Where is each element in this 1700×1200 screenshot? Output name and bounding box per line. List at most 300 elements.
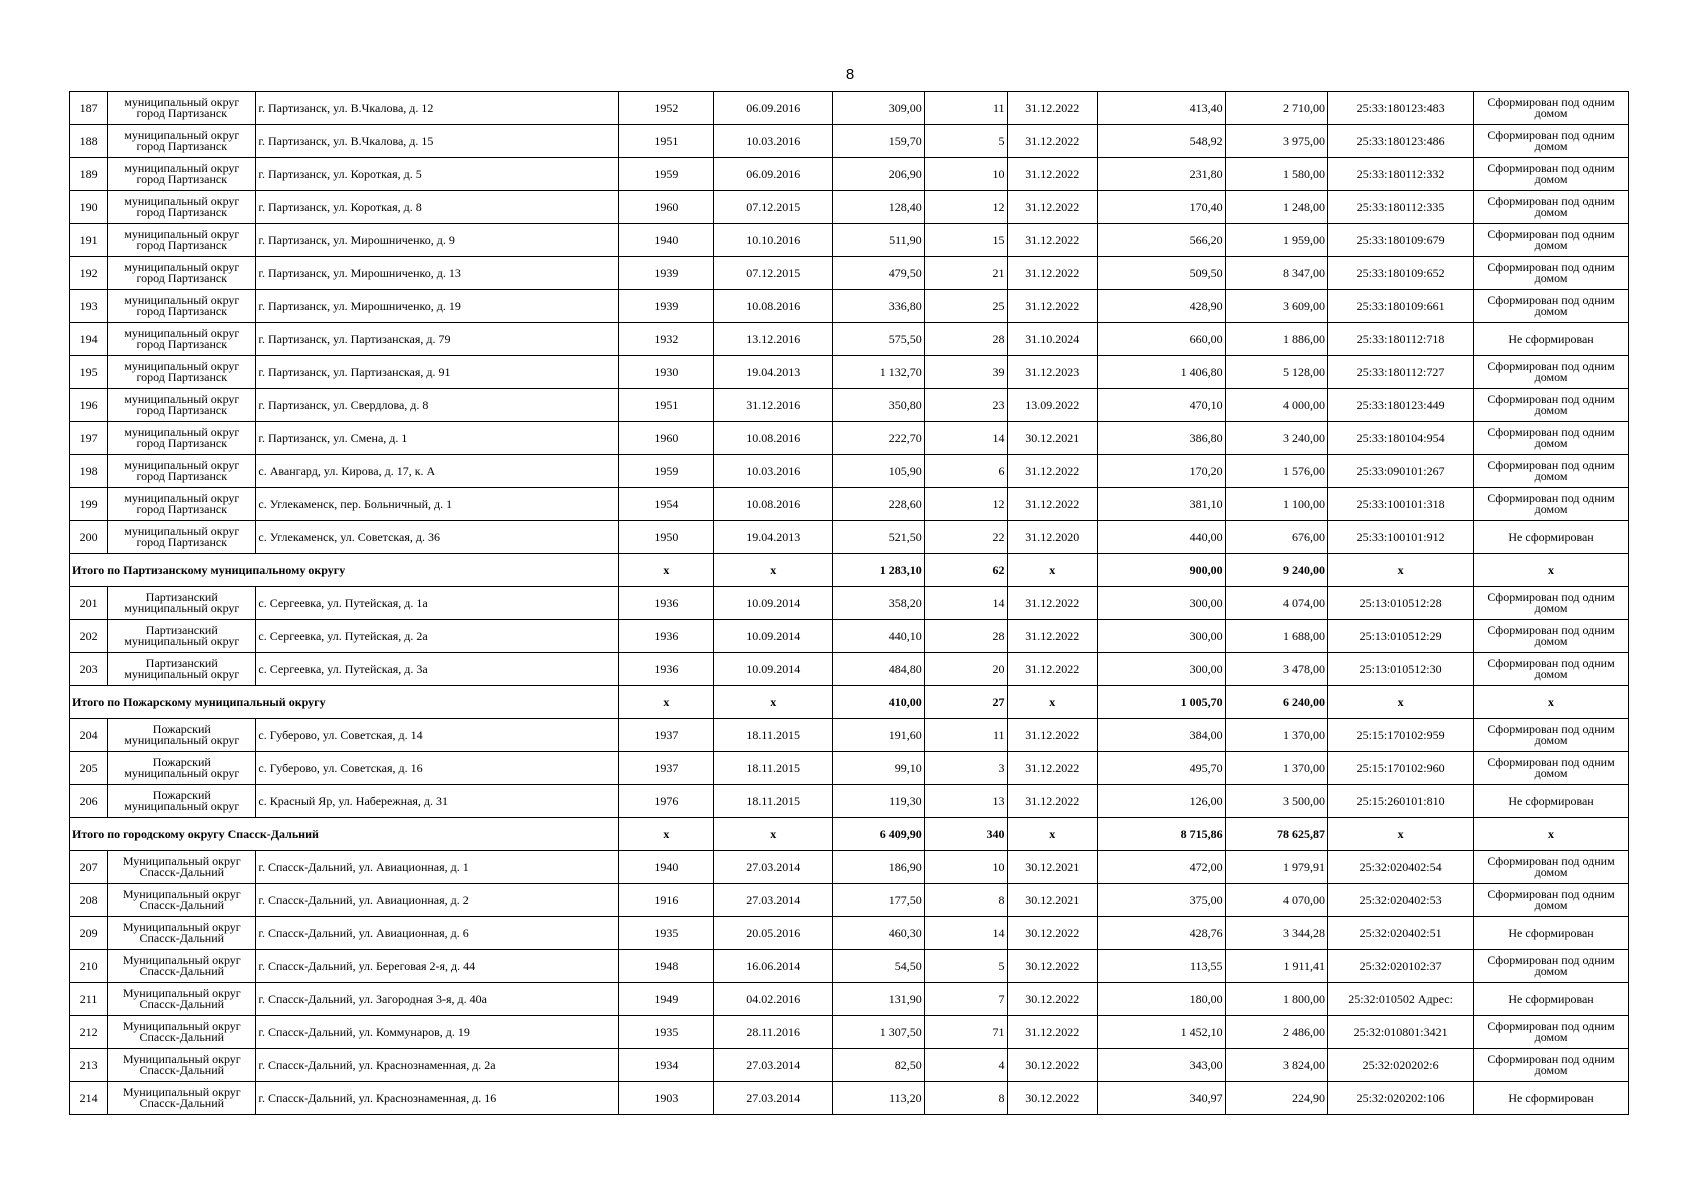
residents-cell: 20 (924, 653, 1007, 686)
cost-cell: 1 959,00 (1225, 224, 1327, 257)
address-cell: г. Партизанск, ул. Мирошниченко, д. 9 (256, 224, 619, 257)
row-number-cell: 202 (70, 620, 108, 653)
total-residents: 27 (924, 686, 1007, 719)
planned-area-cell: 180,00 (1098, 983, 1226, 1016)
table-row (70, 950, 1629, 983)
area-cell: 99,10 (833, 752, 925, 785)
area-cell: 119,30 (833, 785, 925, 818)
area-cell: 191,60 (833, 719, 925, 752)
residents-cell: 22 (924, 521, 1007, 554)
table-row (70, 290, 1629, 323)
cost-cell: 1 248,00 (1225, 191, 1327, 224)
year-built-cell: 1959 (619, 455, 714, 488)
land-status-cell: Сформирован под одним домом (1474, 620, 1629, 653)
total-cost: 9 240,00 (1225, 554, 1327, 587)
area-cell: 177,50 (833, 884, 925, 917)
table-row (70, 125, 1629, 158)
residents-cell: 14 (924, 422, 1007, 455)
address-cell: с. Авангард, ул. Кирова, д. 17, к. А (256, 455, 619, 488)
row-number-cell: 212 (70, 1016, 108, 1049)
residents-cell: 3 (924, 752, 1007, 785)
residents-cell: 11 (924, 719, 1007, 752)
total-deadline: x (1007, 686, 1097, 719)
page-number: 8 (845, 66, 855, 83)
land-status-cell: Сформирован под одним домом (1474, 389, 1629, 422)
row-number-cell: 192 (70, 257, 108, 290)
year-built-cell: 1960 (619, 191, 714, 224)
inspection-date-cell: 27.03.2014 (714, 1049, 833, 1082)
year-built-cell: 1976 (619, 785, 714, 818)
land-status-cell: Сформирован под одним домом (1474, 587, 1629, 620)
area-cell: 440,10 (833, 620, 925, 653)
total-planned-area: 900,00 (1098, 554, 1226, 587)
total-residents: 340 (924, 818, 1007, 851)
area-cell: 350,80 (833, 389, 925, 422)
total-planned-area: 8 715,86 (1098, 818, 1226, 851)
planned-area-cell: 440,00 (1098, 521, 1226, 554)
address-cell: с. Углекаменск, ул. Советская, д. 36 (256, 521, 619, 554)
total-row (70, 554, 1629, 587)
year-built-cell: 1959 (619, 158, 714, 191)
address-cell: г. Партизанск, ул. Короткая, д. 8 (256, 191, 619, 224)
inspection-date-cell: 18.11.2015 (714, 719, 833, 752)
land-status-cell: Не сформирован (1474, 785, 1629, 818)
inspection-date-cell: 10.09.2014 (714, 620, 833, 653)
cadastral-number-cell: 25:15:260101:810 (1328, 785, 1474, 818)
cost-cell: 3 478,00 (1225, 653, 1327, 686)
deadline-cell: 31.12.2022 (1007, 785, 1097, 818)
area-cell: 54,50 (833, 950, 925, 983)
land-status-cell: Сформирован под одним домом (1474, 950, 1629, 983)
land-status-cell: Сформирован под одним домом (1474, 851, 1629, 884)
land-status-cell: Не сформирован (1474, 1082, 1629, 1115)
deadline-cell: 31.12.2022 (1007, 653, 1097, 686)
address-cell: с. Сергеевка, ул. Путейская, д. 3а (256, 653, 619, 686)
residents-cell: 14 (924, 917, 1007, 950)
row-number-cell: 188 (70, 125, 108, 158)
table-row (70, 92, 1629, 125)
year-built-cell: 1937 (619, 719, 714, 752)
row-number-cell: 187 (70, 92, 108, 125)
land-status-cell: Сформирован под одним домом (1474, 125, 1629, 158)
cost-cell: 3 609,00 (1225, 290, 1327, 323)
cost-cell: 1 688,00 (1225, 620, 1327, 653)
cadastral-number-cell: 25:32:020202:6 (1328, 1049, 1474, 1082)
land-status-cell: Сформирован под одним домом (1474, 224, 1629, 257)
deadline-cell: 31.12.2022 (1007, 719, 1097, 752)
cadastral-number-cell: 25:33:100101:318 (1328, 488, 1474, 521)
table-row (70, 983, 1629, 1016)
municipality-cell: муниципальный округ город Партизанск (108, 158, 256, 191)
land-status-cell: Не сформирован (1474, 983, 1629, 1016)
deadline-cell: 31.12.2022 (1007, 1016, 1097, 1049)
residents-cell: 23 (924, 389, 1007, 422)
area-cell: 206,90 (833, 158, 925, 191)
land-status-cell: Сформирован под одним домом (1474, 191, 1629, 224)
table-row (70, 719, 1629, 752)
planned-area-cell: 300,00 (1098, 653, 1226, 686)
planned-area-cell: 170,20 (1098, 455, 1226, 488)
address-cell: с. Красный Яр, ул. Набережная, д. 31 (256, 785, 619, 818)
planned-area-cell: 413,40 (1098, 92, 1226, 125)
cost-cell: 3 344,28 (1225, 917, 1327, 950)
year-built-cell: 1950 (619, 521, 714, 554)
total-row (70, 686, 1629, 719)
land-status-cell: Сформирован под одним домом (1474, 719, 1629, 752)
inspection-date-cell: 18.11.2015 (714, 752, 833, 785)
residents-cell: 12 (924, 191, 1007, 224)
address-cell: с. Сергеевка, ул. Путейская, д. 2а (256, 620, 619, 653)
address-cell: г. Спасск-Дальний, ул. Авиационная, д. 6 (256, 917, 619, 950)
municipality-cell: Муниципальный округ Спасск-Дальний (108, 917, 256, 950)
cadastral-number-cell: 25:33:100101:912 (1328, 521, 1474, 554)
row-number-cell: 213 (70, 1049, 108, 1082)
row-number-cell: 208 (70, 884, 108, 917)
year-built-cell: 1951 (619, 125, 714, 158)
planned-area-cell: 470,10 (1098, 389, 1226, 422)
residents-cell: 7 (924, 983, 1007, 1016)
municipality-cell: муниципальный округ город Партизанск (108, 125, 256, 158)
cost-cell: 1 886,00 (1225, 323, 1327, 356)
year-built-cell: 1949 (619, 983, 714, 1016)
inspection-date-cell: 10.09.2014 (714, 587, 833, 620)
cost-cell: 1 800,00 (1225, 983, 1327, 1016)
inspection-date-cell: 04.02.2016 (714, 983, 833, 1016)
deadline-cell: 31.12.2020 (1007, 521, 1097, 554)
residents-cell: 15 (924, 224, 1007, 257)
inspection-date-cell: 07.12.2015 (714, 257, 833, 290)
cadastral-number-cell: 25:32:020202:106 (1328, 1082, 1474, 1115)
address-cell: с. Углекаменск, пер. Больничный, д. 1 (256, 488, 619, 521)
row-number-cell: 205 (70, 752, 108, 785)
deadline-cell: 31.12.2022 (1007, 224, 1097, 257)
cost-cell: 1 580,00 (1225, 158, 1327, 191)
row-number-cell: 189 (70, 158, 108, 191)
total-land-status: x (1474, 686, 1629, 719)
area-cell: 159,70 (833, 125, 925, 158)
address-cell: г. Спасск-Дальний, ул. Авиационная, д. 2 (256, 884, 619, 917)
land-status-cell: Сформирован под одним домом (1474, 884, 1629, 917)
row-number-cell: 210 (70, 950, 108, 983)
residents-cell: 28 (924, 620, 1007, 653)
cadastral-number-cell: 25:33:180109:679 (1328, 224, 1474, 257)
inspection-date-cell: 18.11.2015 (714, 785, 833, 818)
municipality-cell: муниципальный округ город Партизанск (108, 356, 256, 389)
cost-cell: 4 074,00 (1225, 587, 1327, 620)
deadline-cell: 30.12.2021 (1007, 884, 1097, 917)
year-built-cell: 1960 (619, 422, 714, 455)
residents-cell: 10 (924, 158, 1007, 191)
deadline-cell: 31.12.2022 (1007, 257, 1097, 290)
municipality-cell: муниципальный округ город Партизанск (108, 455, 256, 488)
land-status-cell: Сформирован под одним домом (1474, 290, 1629, 323)
housing-table (69, 91, 1629, 1115)
address-cell: г. Партизанск, ул. В.Чкалова, д. 12 (256, 92, 619, 125)
inspection-date-cell: 10.10.2016 (714, 224, 833, 257)
cadastral-number-cell: 25:32:010502 Адрес: (1328, 983, 1474, 1016)
cadastral-number-cell: 25:33:180109:661 (1328, 290, 1474, 323)
row-number-cell: 196 (70, 389, 108, 422)
area-cell: 511,90 (833, 224, 925, 257)
table-row (70, 158, 1629, 191)
inspection-date-cell: 19.04.2013 (714, 521, 833, 554)
total-inspection-date: x (714, 818, 833, 851)
year-built-cell: 1940 (619, 851, 714, 884)
planned-area-cell: 340,97 (1098, 1082, 1226, 1115)
year-built-cell: 1936 (619, 653, 714, 686)
table-row (70, 1049, 1629, 1082)
municipality-cell: муниципальный округ город Партизанск (108, 422, 256, 455)
cadastral-number-cell: 25:15:170102:960 (1328, 752, 1474, 785)
deadline-cell: 30.12.2022 (1007, 1049, 1097, 1082)
area-cell: 128,40 (833, 191, 925, 224)
planned-area-cell: 384,00 (1098, 719, 1226, 752)
cost-cell: 8 347,00 (1225, 257, 1327, 290)
row-number-cell: 200 (70, 521, 108, 554)
inspection-date-cell: 06.09.2016 (714, 92, 833, 125)
area-cell: 484,80 (833, 653, 925, 686)
table-row (70, 785, 1629, 818)
year-built-cell: 1954 (619, 488, 714, 521)
residents-cell: 6 (924, 455, 1007, 488)
year-built-cell: 1936 (619, 620, 714, 653)
deadline-cell: 31.12.2022 (1007, 587, 1097, 620)
inspection-date-cell: 06.09.2016 (714, 158, 833, 191)
municipality-cell: муниципальный округ город Партизанск (108, 389, 256, 422)
planned-area-cell: 1 452,10 (1098, 1016, 1226, 1049)
planned-area-cell: 300,00 (1098, 587, 1226, 620)
row-number-cell: 190 (70, 191, 108, 224)
municipality-cell: муниципальный округ город Партизанск (108, 92, 256, 125)
row-number-cell: 214 (70, 1082, 108, 1115)
cost-cell: 2 486,00 (1225, 1016, 1327, 1049)
cadastral-number-cell: 25:32:020102:37 (1328, 950, 1474, 983)
inspection-date-cell: 27.03.2014 (714, 851, 833, 884)
table-row (70, 884, 1629, 917)
table-row (70, 1016, 1629, 1049)
total-cost: 78 625,87 (1225, 818, 1327, 851)
table-body (70, 92, 1629, 1115)
planned-area-cell: 548,92 (1098, 125, 1226, 158)
total-area: 410,00 (833, 686, 925, 719)
residents-cell: 12 (924, 488, 1007, 521)
deadline-cell: 13.09.2022 (1007, 389, 1097, 422)
row-number-cell: 201 (70, 587, 108, 620)
cadastral-number-cell: 25:33:180123:449 (1328, 389, 1474, 422)
year-built-cell: 1939 (619, 257, 714, 290)
cost-cell: 5 128,00 (1225, 356, 1327, 389)
land-status-cell: Сформирован под одним домом (1474, 455, 1629, 488)
area-cell: 479,50 (833, 257, 925, 290)
year-built-cell: 1934 (619, 1049, 714, 1082)
deadline-cell: 30.12.2022 (1007, 1082, 1097, 1115)
cadastral-number-cell: 25:33:180112:335 (1328, 191, 1474, 224)
inspection-date-cell: 10.09.2014 (714, 653, 833, 686)
deadline-cell: 30.12.2022 (1007, 917, 1097, 950)
address-cell: г. Партизанск, ул. В.Чкалова, д. 15 (256, 125, 619, 158)
deadline-cell: 30.12.2021 (1007, 422, 1097, 455)
area-cell: 222,70 (833, 422, 925, 455)
address-cell: г. Партизанск, ул. Партизанская, д. 91 (256, 356, 619, 389)
cost-cell: 2 710,00 (1225, 92, 1327, 125)
table-row (70, 389, 1629, 422)
cost-cell: 1 979,91 (1225, 851, 1327, 884)
land-status-cell: Не сформирован (1474, 917, 1629, 950)
address-cell: г. Партизанск, ул. Партизанская, д. 79 (256, 323, 619, 356)
table-row (70, 422, 1629, 455)
residents-cell: 13 (924, 785, 1007, 818)
year-built-cell: 1937 (619, 752, 714, 785)
residents-cell: 5 (924, 950, 1007, 983)
row-number-cell: 207 (70, 851, 108, 884)
municipality-cell: Муниципальный округ Спасск-Дальний (108, 884, 256, 917)
planned-area-cell: 343,00 (1098, 1049, 1226, 1082)
table-row (70, 455, 1629, 488)
cadastral-number-cell: 25:33:090101:267 (1328, 455, 1474, 488)
area-cell: 521,50 (833, 521, 925, 554)
residents-cell: 8 (924, 884, 1007, 917)
year-built-cell: 1948 (619, 950, 714, 983)
land-status-cell: Сформирован под одним домом (1474, 488, 1629, 521)
row-number-cell: 191 (70, 224, 108, 257)
inspection-date-cell: 07.12.2015 (714, 191, 833, 224)
cost-cell: 1 370,00 (1225, 719, 1327, 752)
address-cell: г. Спасск-Дальний, ул. Краснознаменная, д. 2а (256, 1049, 619, 1082)
municipality-cell: муниципальный округ город Партизанск (108, 191, 256, 224)
municipality-cell: Муниципальный округ Спасск-Дальний (108, 1016, 256, 1049)
residents-cell: 28 (924, 323, 1007, 356)
planned-area-cell: 126,00 (1098, 785, 1226, 818)
residents-cell: 71 (924, 1016, 1007, 1049)
deadline-cell: 30.12.2022 (1007, 950, 1097, 983)
cadastral-number-cell: 25:33:180123:486 (1328, 125, 1474, 158)
address-cell: с. Губерово, ул. Советская, д. 14 (256, 719, 619, 752)
area-cell: 131,90 (833, 983, 925, 1016)
total-cadastral-number: x (1328, 686, 1474, 719)
area-cell: 1 307,50 (833, 1016, 925, 1049)
inspection-date-cell: 10.08.2016 (714, 422, 833, 455)
total-row (70, 818, 1629, 851)
year-built-cell: 1952 (619, 92, 714, 125)
year-built-cell: 1916 (619, 884, 714, 917)
address-cell: г. Партизанск, ул. Мирошниченко, д. 19 (256, 290, 619, 323)
total-land-status: x (1474, 818, 1629, 851)
year-built-cell: 1951 (619, 389, 714, 422)
inspection-date-cell: 13.12.2016 (714, 323, 833, 356)
cost-cell: 676,00 (1225, 521, 1327, 554)
municipality-cell: Муниципальный округ Спасск-Дальний (108, 851, 256, 884)
residents-cell: 5 (924, 125, 1007, 158)
year-built-cell: 1930 (619, 356, 714, 389)
planned-area-cell: 428,90 (1098, 290, 1226, 323)
total-year-built: x (619, 554, 714, 587)
total-inspection-date: x (714, 686, 833, 719)
deadline-cell: 31.12.2022 (1007, 620, 1097, 653)
planned-area-cell: 231,80 (1098, 158, 1226, 191)
inspection-date-cell: 27.03.2014 (714, 1082, 833, 1115)
address-cell: с. Сергеевка, ул. Путейская, д. 1а (256, 587, 619, 620)
cadastral-number-cell: 25:32:020402:54 (1328, 851, 1474, 884)
year-built-cell: 1935 (619, 1016, 714, 1049)
residents-cell: 39 (924, 356, 1007, 389)
year-built-cell: 1932 (619, 323, 714, 356)
municipality-cell: Партизанский муниципальный округ (108, 620, 256, 653)
area-cell: 358,20 (833, 587, 925, 620)
total-year-built: x (619, 818, 714, 851)
total-label: Итого по Партизанскому муниципальному округу (70, 554, 619, 587)
table-row (70, 1082, 1629, 1115)
land-status-cell: Сформирован под одним домом (1474, 92, 1629, 125)
year-built-cell: 1935 (619, 917, 714, 950)
table-row (70, 752, 1629, 785)
municipality-cell: Пожарский муниципальный округ (108, 719, 256, 752)
area-cell: 105,90 (833, 455, 925, 488)
cadastral-number-cell: 25:33:180112:718 (1328, 323, 1474, 356)
municipality-cell: муниципальный округ город Партизанск (108, 224, 256, 257)
inspection-date-cell: 27.03.2014 (714, 884, 833, 917)
row-number-cell: 194 (70, 323, 108, 356)
table-row (70, 521, 1629, 554)
address-cell: г. Спасск-Дальний, ул. Коммунаров, д. 19 (256, 1016, 619, 1049)
area-cell: 228,60 (833, 488, 925, 521)
total-label: Итого по Пожарскому муниципальный округу (70, 686, 619, 719)
land-status-cell: Сформирован под одним домом (1474, 422, 1629, 455)
row-number-cell: 197 (70, 422, 108, 455)
deadline-cell: 31.10.2024 (1007, 323, 1097, 356)
planned-area-cell: 170,40 (1098, 191, 1226, 224)
table-row (70, 587, 1629, 620)
row-number-cell: 204 (70, 719, 108, 752)
cadastral-number-cell: 25:33:180123:483 (1328, 92, 1474, 125)
inspection-date-cell: 28.11.2016 (714, 1016, 833, 1049)
residents-cell: 25 (924, 290, 1007, 323)
inspection-date-cell: 10.08.2016 (714, 488, 833, 521)
deadline-cell: 31.12.2022 (1007, 158, 1097, 191)
total-planned-area: 1 005,70 (1098, 686, 1226, 719)
land-status-cell: Сформирован под одним домом (1474, 257, 1629, 290)
residents-cell: 8 (924, 1082, 1007, 1115)
address-cell: с. Губерово, ул. Советская, д. 16 (256, 752, 619, 785)
cadastral-number-cell: 25:32:010801:3421 (1328, 1016, 1474, 1049)
table-row (70, 191, 1629, 224)
land-status-cell: Не сформирован (1474, 521, 1629, 554)
municipality-cell: Пожарский муниципальный округ (108, 752, 256, 785)
deadline-cell: 31.12.2022 (1007, 752, 1097, 785)
inspection-date-cell: 10.03.2016 (714, 125, 833, 158)
land-status-cell: Сформирован под одним домом (1474, 752, 1629, 785)
municipality-cell: Муниципальный округ Спасск-Дальний (108, 1049, 256, 1082)
land-status-cell: Сформирован под одним домом (1474, 653, 1629, 686)
total-land-status: x (1474, 554, 1629, 587)
municipality-cell: Муниципальный округ Спасск-Дальний (108, 983, 256, 1016)
row-number-cell: 195 (70, 356, 108, 389)
residents-cell: 11 (924, 92, 1007, 125)
inspection-date-cell: 20.05.2016 (714, 917, 833, 950)
table-row (70, 224, 1629, 257)
address-cell: г. Партизанск, ул. Мирошниченко, д. 13 (256, 257, 619, 290)
municipality-cell: Муниципальный округ Спасск-Дальний (108, 950, 256, 983)
area-cell: 1 132,70 (833, 356, 925, 389)
row-number-cell: 198 (70, 455, 108, 488)
municipality-cell: Партизанский муниципальный округ (108, 653, 256, 686)
municipality-cell: Пожарский муниципальный округ (108, 785, 256, 818)
table-row (70, 653, 1629, 686)
total-deadline: x (1007, 818, 1097, 851)
cadastral-number-cell: 25:13:010512:29 (1328, 620, 1474, 653)
total-cadastral-number: x (1328, 818, 1474, 851)
total-residents: 62 (924, 554, 1007, 587)
inspection-date-cell: 31.12.2016 (714, 389, 833, 422)
